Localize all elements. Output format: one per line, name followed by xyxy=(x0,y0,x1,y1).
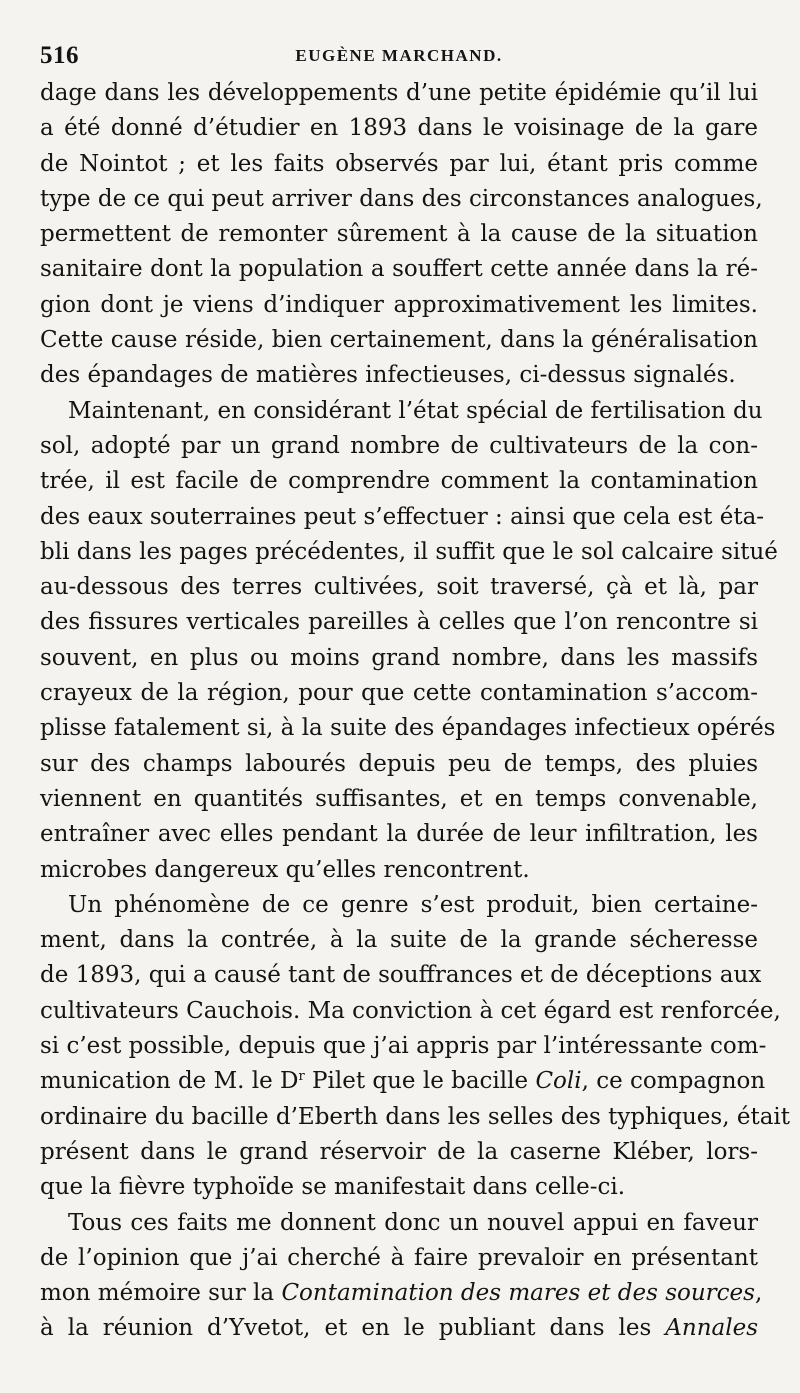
text-line: Cette cause réside, bien certainement, dans la généralisation xyxy=(40,327,758,354)
text-line: viennent en quantités suffisantes, et en temps convenable, xyxy=(40,785,758,812)
text-segment: Pilet que le bacille xyxy=(304,1068,536,1095)
text-line: sanitaire dont la population a souffert cette année dans la ré- xyxy=(40,256,758,283)
text-line: plisse fatalement si, à la suite des épandages infectieux opérés xyxy=(40,715,776,742)
text-line: dage dans les développements d’une petite épidémie qu’il lui xyxy=(40,80,758,106)
italic-title: Contamination des mares et des sources xyxy=(281,1280,755,1307)
running-head-author: EUGÈNE MARCHAND. xyxy=(295,46,503,65)
text-line: au-dessous des terres cultivées, soit traversé, çà et là, par xyxy=(40,574,758,601)
text-line-composite xyxy=(40,1276,763,1311)
text-line: permettent de remonter sûrement à la cause de la situation xyxy=(40,221,758,248)
text-line: si c’est possible, depuis que j’ai appris par l’intéressante com- xyxy=(40,1033,767,1060)
text-line: des épandages de matières infectieuses, ci-dessus signalés. xyxy=(40,362,736,389)
text-segment: , ce compagnon xyxy=(581,1068,766,1095)
text-line: de 1893, qui a causé tant de souffrances et de déceptions aux xyxy=(40,962,762,989)
text-line: Un phénomène de ce genre s’est produit, bien certaine- xyxy=(68,891,758,918)
running-head xyxy=(40,40,758,74)
text-segment: , xyxy=(754,1280,763,1307)
text-line: gion dont je viens d’indiquer approximativement les limites. xyxy=(40,291,758,318)
paragraph-2 xyxy=(40,394,778,888)
page-body xyxy=(40,76,791,1347)
text-line: entraîner avec elles pendant la durée de leur infiltration, les xyxy=(40,821,758,848)
text-line: que la fièvre typhoïde se manifestait dans celle-ci. xyxy=(40,1174,626,1201)
text-line: souvent, en plus ou moins grand nombre, dans les massifs xyxy=(40,644,758,671)
text-line: a été donné d’étudier en 1893 dans le voisinage de la gare xyxy=(40,115,758,142)
paragraph-4 xyxy=(40,1206,763,1347)
text-segment: munication de M. le D xyxy=(40,1068,299,1095)
italic-term: Coli xyxy=(535,1068,582,1095)
text-line-composite xyxy=(40,1064,766,1099)
text-line: de l’opinion que j’ai cherché à faire prevaloir en présentant xyxy=(40,1244,758,1271)
paragraph-3 xyxy=(40,888,791,1206)
text-line: microbes dangereux qu’elles rencontrent. xyxy=(40,856,530,883)
text-line: ment, dans la contrée, à la suite de la grande sécheresse xyxy=(40,927,758,954)
text-line: de Nointot ; et les faits observés par lui, étant pris comme xyxy=(40,150,758,177)
text-line: sol, adopté par un grand nombre de cultivateurs de la con- xyxy=(40,432,758,459)
text-segment: mon mémoire sur la xyxy=(40,1280,282,1307)
text-line: présent dans le grand réservoir de la caserne Kléber, lors- xyxy=(40,1138,758,1165)
text-line: bli dans les pages précédentes, il suffit que le sol calcaire situé xyxy=(40,538,778,565)
text-line: des fissures verticales pareilles à celles que l’on rencontre si xyxy=(40,609,758,636)
text-segment: à la réunion d’Yvetot, et en le publiant dans les xyxy=(40,1315,666,1342)
text-line: ordinaire du bacille d’Eberth dans les selles des typhiques, était xyxy=(40,1103,791,1130)
text-line: trée, il est facile de comprendre comment la contamination xyxy=(40,468,758,495)
text-line: crayeux de la région, pour que cette contamination s’accom- xyxy=(40,680,758,707)
text-line: sur des champs labourés depuis peu de temps, des pluies xyxy=(40,750,758,777)
text-line: cultivateurs Cauchois. Ma conviction à cet égard est renforcée, xyxy=(40,997,781,1024)
text-line: des eaux souterraines peut s’effectuer : ainsi que cela est éta- xyxy=(40,503,765,530)
text-line-composite xyxy=(40,1311,758,1346)
paragraph-1 xyxy=(40,76,763,394)
superscript: r xyxy=(298,1069,305,1085)
text-line: Maintenant, en considérant l’état spécial de fertilisation du xyxy=(68,397,763,424)
italic-title: Annales xyxy=(665,1315,758,1342)
text-line: Tous ces faits me donnent donc un nouvel appui en faveur xyxy=(68,1209,758,1236)
text-line: type de ce qui peut arriver dans des circonstances analogues, xyxy=(40,185,763,212)
page-number: 516 xyxy=(40,42,79,69)
